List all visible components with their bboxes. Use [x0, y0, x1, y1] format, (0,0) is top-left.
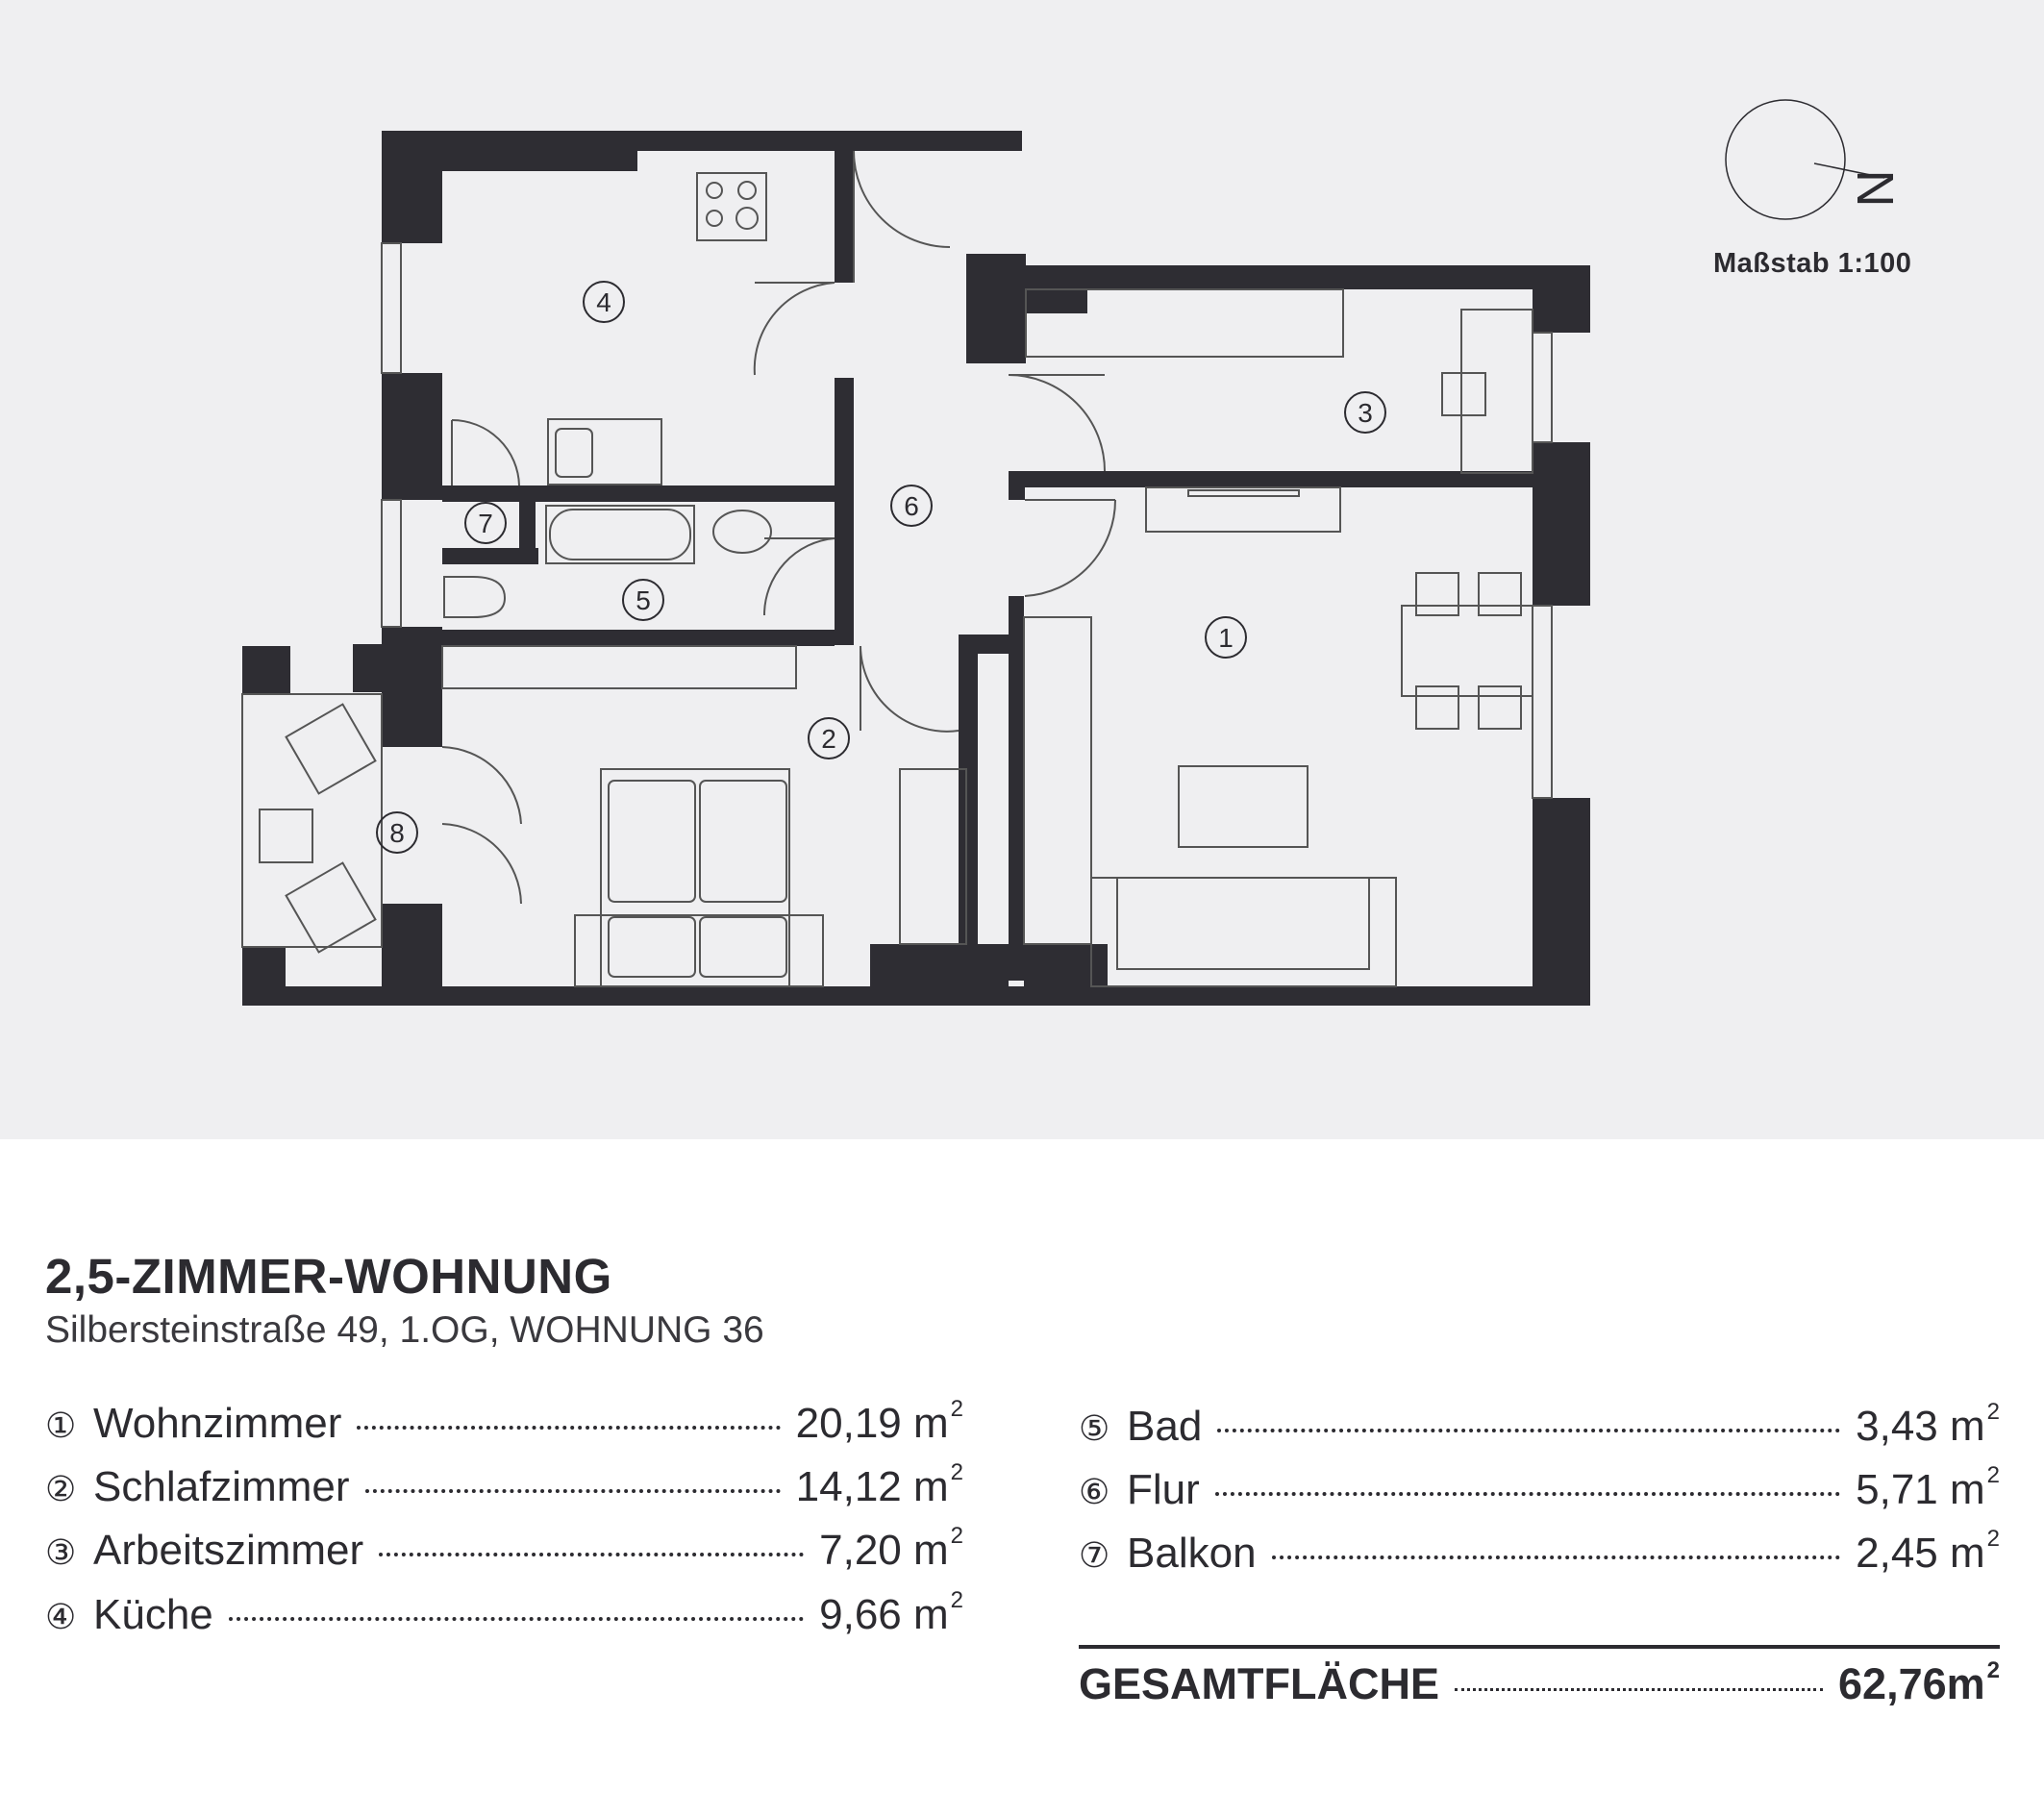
room-number: ⑥: [1079, 1472, 1110, 1511]
room-number: ②: [45, 1469, 77, 1508]
leader-dots: [1217, 1429, 1840, 1432]
room-marker-3: 3: [1358, 398, 1373, 428]
room-number: ③: [45, 1532, 77, 1572]
room-area: 9,66 m: [819, 1591, 949, 1638]
room-number: ⑦: [1079, 1535, 1110, 1575]
room-area: 20,19 m: [795, 1400, 949, 1447]
room-area: 3,43 m: [1856, 1403, 1985, 1450]
room-number: ⑤: [1079, 1408, 1110, 1448]
room-name: Küche: [93, 1591, 213, 1638]
total-divider: [1079, 1645, 2000, 1649]
room-area: 14,12 m: [795, 1463, 949, 1510]
unit-superscript: 2: [950, 1523, 963, 1549]
room-row: [1079, 1462, 2000, 1520]
leader-dots: [1215, 1492, 1840, 1496]
room-marker-7: 7: [478, 509, 493, 538]
room-row: [1079, 1526, 2000, 1583]
room-row: [45, 1523, 963, 1581]
unit-superscript: 2: [1986, 1657, 2000, 1683]
room-row: [45, 1459, 963, 1517]
room-marker-4: 4: [596, 287, 611, 317]
unit-superscript: 2: [1986, 1462, 2000, 1488]
room-name: Wohnzimmer: [93, 1400, 342, 1447]
room-marker-2: 2: [821, 724, 836, 754]
total-label: GESAMTFLÄCHE: [1079, 1659, 1439, 1708]
north-label: N: [1847, 169, 1905, 208]
room-area: 2,45 m: [1856, 1530, 1985, 1577]
room-number: ①: [45, 1406, 77, 1445]
room-name: Flur: [1127, 1466, 1200, 1513]
leader-dots: [379, 1553, 804, 1556]
leader-dots: [1455, 1688, 1823, 1691]
room-marker-8: 8: [389, 818, 405, 848]
walls: [242, 131, 1590, 1006]
room-name: Bad: [1127, 1403, 1203, 1450]
leader-dots: [365, 1489, 781, 1493]
scale-label: Maßstab 1:100: [1713, 248, 1912, 279]
total-area: 62,76m: [1838, 1659, 1985, 1708]
apartment-title: 2,5-ZIMMER-WOHNUNG: [45, 1249, 612, 1304]
apartment-address: Silbersteinstraße 49, 1.OG, WOHNUNG 36: [45, 1309, 764, 1351]
unit-superscript: 2: [1986, 1526, 2000, 1552]
room-area: 7,20 m: [819, 1527, 949, 1574]
room-marker-6: 6: [904, 491, 919, 521]
room-name: Schlafzimmer: [93, 1463, 350, 1510]
unit-superscript: 2: [950, 1587, 963, 1613]
room-marker-5: 5: [636, 585, 651, 615]
leader-dots: [229, 1617, 804, 1621]
compass: [1726, 100, 1905, 219]
room-name: Balkon: [1127, 1530, 1257, 1577]
room-name: Arbeitszimmer: [93, 1527, 364, 1574]
leader-dots: [1272, 1556, 1841, 1559]
room-marker-1: 1: [1218, 623, 1234, 653]
unit-superscript: 2: [1986, 1399, 2000, 1425]
room-area: 5,71 m: [1856, 1466, 1985, 1513]
room-row: [1079, 1399, 2000, 1456]
room-number: ④: [45, 1597, 77, 1636]
room-row: [45, 1587, 963, 1645]
unit-superscript: 2: [950, 1459, 963, 1485]
leader-dots: [357, 1426, 780, 1430]
unit-superscript: 2: [950, 1396, 963, 1422]
room-row: [45, 1396, 963, 1454]
total-row: [1079, 1657, 2000, 1715]
